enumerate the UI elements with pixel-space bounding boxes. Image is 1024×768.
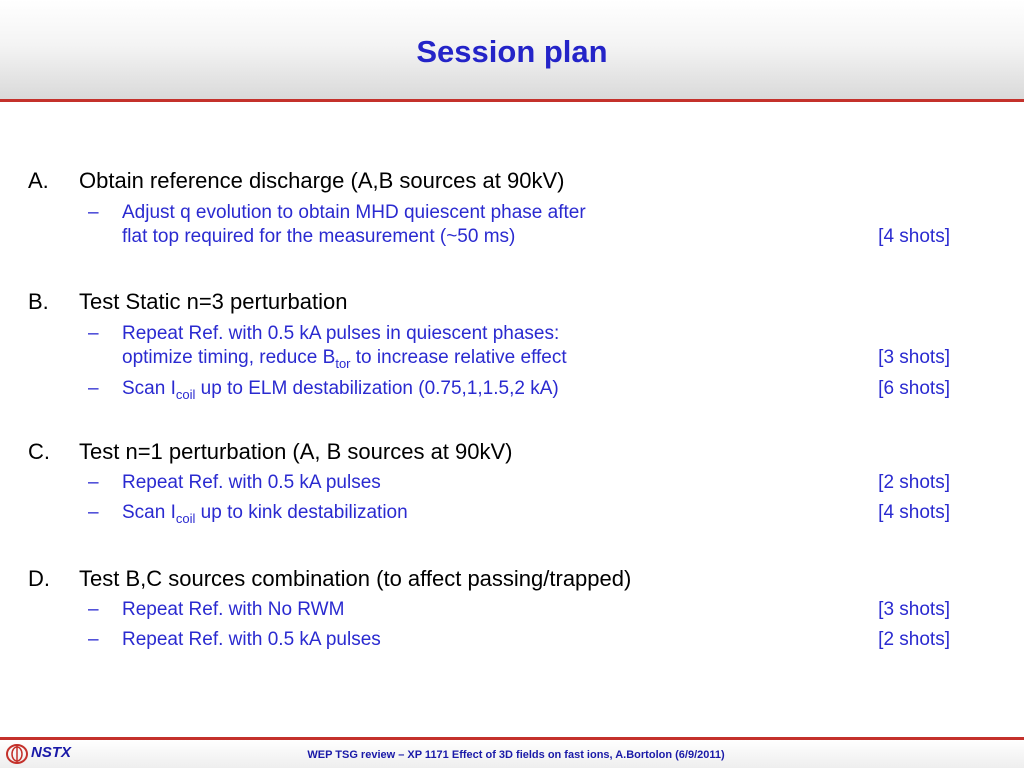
item-text: Test B,C sources combination (to affect passing/trapped) <box>79 566 632 591</box>
item-d-sub-1 <box>88 598 950 622</box>
sub-line-1: Adjust q evolution to obtain MHD quiescent phase after <box>122 202 586 223</box>
item-c-heading <box>28 439 513 465</box>
dash-bullet: – <box>88 472 99 493</box>
sub-line-1 <box>88 501 950 531</box>
subscript: coil <box>175 386 196 402</box>
sub-line-2 <box>88 225 950 249</box>
shots-count: [2 shots] <box>878 472 950 493</box>
item-text: Obtain reference discharge (A,B sources at 90kV) <box>79 168 565 193</box>
dash-bullet: – <box>88 378 99 399</box>
nstx-logo-text: NSTX <box>31 744 72 761</box>
item-a-heading <box>28 168 564 194</box>
dash-bullet: – <box>88 502 99 523</box>
item-d-heading <box>28 566 631 592</box>
nstx-logo-icon <box>5 743 29 765</box>
sub-text-pre: Scan I <box>122 378 176 399</box>
item-c-sub-2 <box>88 501 950 531</box>
subscript: coil <box>175 510 196 526</box>
slide-title: Session plan <box>416 34 608 69</box>
sub-line-2 <box>88 346 950 376</box>
item-text: Test Static n=3 perturbation <box>79 289 348 314</box>
sub-line-1: Repeat Ref. with 0.5 kA pulses in quiescent phases: <box>122 323 560 344</box>
dash-bullet: – <box>88 629 99 650</box>
sub-text: Repeat Ref. with 0.5 kA pulses <box>122 472 381 493</box>
item-letter: D. <box>28 566 50 591</box>
dash-bullet: – <box>88 202 99 223</box>
shots-count: [3 shots] <box>878 599 950 620</box>
item-letter: B. <box>28 289 49 314</box>
sub-line-1 <box>88 377 950 407</box>
sub-line-2-text: flat top required for the measurement (~50 ms) <box>122 226 516 247</box>
sub-text-post: to increase relative effect <box>350 347 567 368</box>
item-letter: C. <box>28 439 50 464</box>
sub-text: Repeat Ref. with 0.5 kA pulses <box>122 629 381 650</box>
item-text: Test n=1 perturbation (A, B sources at 90kV) <box>79 439 513 464</box>
shots-count: [4 shots] <box>878 502 950 523</box>
sub-text-post: up to kink destabilization <box>195 502 408 523</box>
sub-text: Repeat Ref. with No RWM <box>122 599 345 620</box>
sub-text-pre: optimize timing, reduce B <box>122 347 336 368</box>
item-letter: A. <box>28 168 49 193</box>
dash-bullet: – <box>88 599 99 620</box>
item-a-sub-1 <box>88 201 950 249</box>
shots-count: [3 shots] <box>878 347 950 368</box>
sub-line-1 <box>88 598 950 622</box>
item-c-sub-1 <box>88 471 950 495</box>
footer-caption: WEP TSG review – XP 1171 Effect of 3D fields on fast ions, A.Bortolon (6/9/2011) <box>307 749 725 761</box>
item-b-sub-2 <box>88 377 950 407</box>
subscript: tor <box>335 355 351 371</box>
item-b-heading <box>28 289 347 315</box>
item-b-sub-1 <box>88 322 950 376</box>
sub-line-1 <box>88 628 950 652</box>
sub-text-pre: Scan I <box>122 502 176 523</box>
sub-line-1 <box>88 471 950 495</box>
dash-bullet: – <box>88 323 99 344</box>
footer-divider <box>0 737 1024 740</box>
shots-count: [6 shots] <box>878 378 950 399</box>
item-d-sub-2 <box>88 628 950 652</box>
sub-text-post: up to ELM destabilization (0.75,1,1.5,2 kA) <box>195 378 559 399</box>
shots-count: [4 shots] <box>878 226 950 247</box>
shots-count: [2 shots] <box>878 629 950 650</box>
